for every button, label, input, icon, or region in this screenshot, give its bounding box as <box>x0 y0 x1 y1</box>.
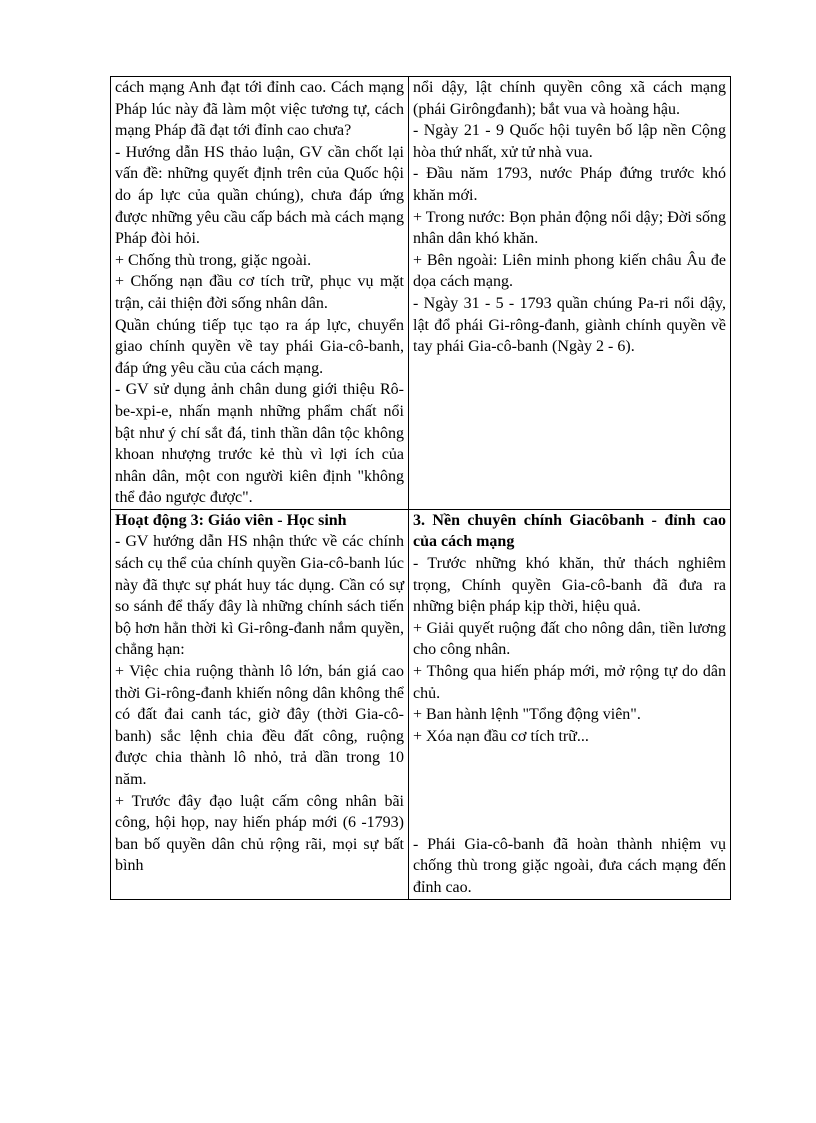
paragraph: Quần chúng tiếp tục tạo ra áp lực, chuyển giao chính quyền về tay phái Gia-cô-banh, đáp ứng yêu cầu của cách mạng. <box>115 316 404 377</box>
teacher-activity-cell <box>111 509 409 899</box>
table-row <box>111 77 731 510</box>
paragraph: + Trong nước: Bọn phản động nổi dậy; Đời sống nhân dân khó khăn. <box>413 208 726 248</box>
paragraph: + Việc chia ruộng thành lô lớn, bán giá cao thời Gi-rông-đanh khiến nông dân không thể có đất đai canh tác, giờ đây (thời Gia-cô-banh) sắc lệnh chia đều đất công, ruộng được chia thành lô nhỏ, trả dần trong 10 năm. <box>115 663 404 788</box>
paragraph: + Ban hành lệnh "Tổng động viên". <box>413 706 641 724</box>
paragraph: cách mạng Anh đạt tới đỉnh cao. Cách mạng Pháp lúc này đã làm một việc tương tự, cách mạng Pháp đã đạt tới đỉnh cao chưa? <box>115 79 404 140</box>
lesson-table <box>110 76 731 900</box>
content-cell <box>409 77 731 510</box>
content-cell <box>409 509 731 899</box>
paragraph: nổi dậy, lật chính quyền công xã cách mạng (phái Girôngđanh); bắt vua và hoàng hậu. <box>413 79 726 118</box>
paragraph: - GV sử dụng ảnh chân dung giới thiệu Rô-be-xpi-e, nhấn mạnh những phẩm chất nổi bật như ý chí sắt đá, tinh thần dân tộc không khoan nhượng trước kẻ thù vì lợi ích của nhân dân, một con người kiên định "không thể đảo ngược được". <box>115 381 404 507</box>
paragraph: + Thông qua hiến pháp mới, mở rộng tự do dân chủ. <box>413 663 726 702</box>
paragraph: + Bên ngoài: Liên minh phong kiến châu Âu đe dọa cách mạng. <box>413 251 726 291</box>
paragraph: - Phái Gia-cô-banh đã hoàn thành nhiệm vụ chống thù trong giặc ngoài, đưa cách mạng đến đỉnh cao. <box>413 835 726 896</box>
table-row <box>111 509 731 899</box>
paragraph: + Giải quyết ruộng đất cho nông dân, tiền lương cho công nhân. <box>413 619 726 659</box>
paragraph: + Chống nạn đầu cơ tích trữ, phục vụ mặt trận, cải thiện đời sống nhân dân. <box>115 273 404 312</box>
section-heading: 3. Nền chuyên chính Giacôbanh - đỉnh cao của cách mạng <box>413 511 726 551</box>
paragraph: - GV hướng dẫn HS nhận thức về các chính sách cụ thể của chính quyền Gia-cô-banh lúc này đã thực sự phát huy tác dụng. Cần có sự so sánh để thấy đây là những chính sách tiến bộ hơn hẳn thời kì Gi-rông-đanh nắm quyền, chẳng hạn: <box>115 533 404 659</box>
paragraph: + Trước đây đạo luật cấm công nhân bãi công, hội họp, nay hiến pháp mới (6 -1793) ban bố quyền dân chủ rộng rãi, mọi sự bất bình <box>115 792 404 875</box>
paragraph: - Hướng dẫn HS thảo luận, GV cần chốt lại vấn đề: những quyết định trên của Quốc hội do áp lực của quần chúng), chưa đáp ứng được những yêu cầu cấp bách mà cách mạng Pháp đòi hỏi. <box>115 143 404 248</box>
paragraph: - Trước những khó khăn, thử thách nghiêm trọng, Chính quyền Gia-cô-banh đã đưa ra những biện pháp kịp thời, hiệu quả. <box>413 555 726 616</box>
paragraph: - Ngày 31 - 5 - 1793 quần chúng Pa-ri nổi dậy, lật đổ phái Gi-rông-đanh, giành chính quyền về tay phái Gia-cô-banh (Ngày 2 - 6). <box>413 294 726 356</box>
paragraph: + Chống thù trong, giặc ngoài. <box>115 251 312 269</box>
paragraph: - Đầu năm 1793, nước Pháp đứng trước khó khăn mới. <box>413 165 726 204</box>
paragraph: - Ngày 21 - 9 Quốc hội tuyên bố lập nền Cộng hòa thứ nhất, xử tử nhà vua. <box>413 122 726 161</box>
teacher-activity-cell <box>111 77 409 510</box>
activity-heading: Hoạt động 3: Giáo viên - Học sinh <box>115 511 347 529</box>
paragraph: + Xóa nạn đầu cơ tích trữ... <box>413 727 589 745</box>
blank-space <box>413 747 726 833</box>
